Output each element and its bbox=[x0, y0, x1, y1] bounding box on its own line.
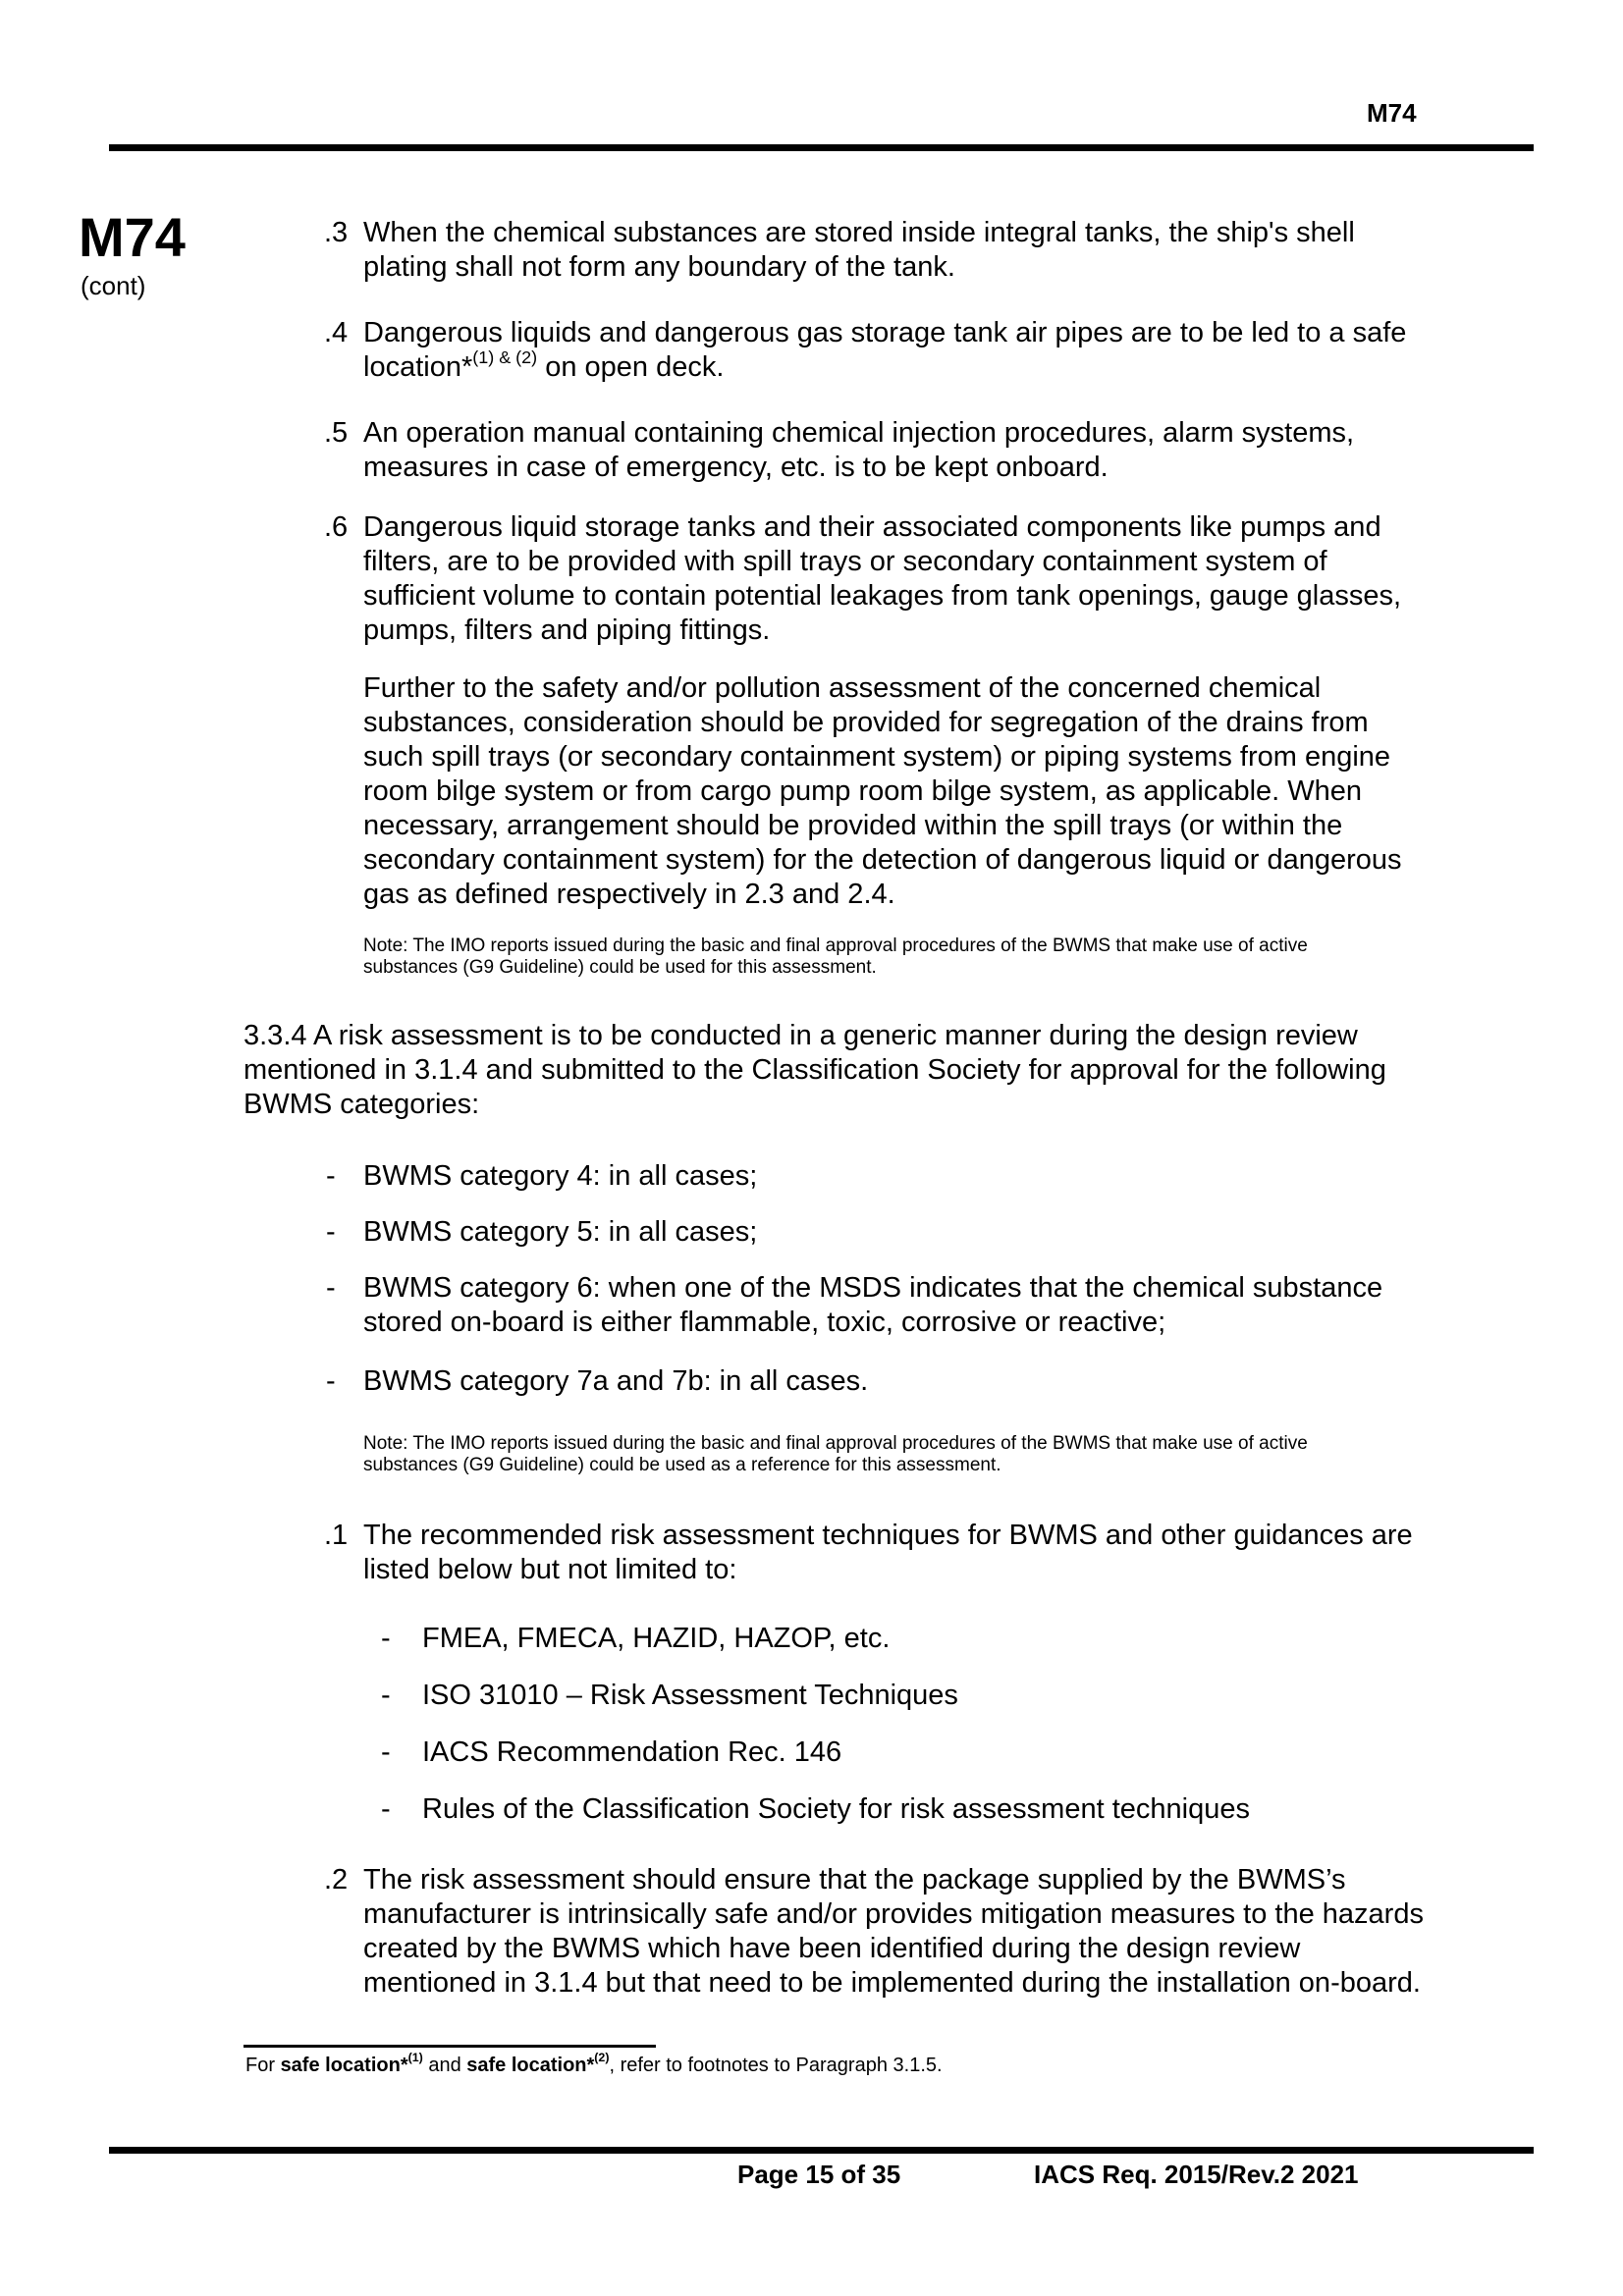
item-3-text bbox=[363, 216, 1355, 285]
text-line: BWMS categories: bbox=[243, 1089, 480, 1120]
footer-rule bbox=[109, 2147, 1534, 2154]
text-line: Dangerous liquids and dangerous gas storage tank air pipes are to be led to a safe bbox=[363, 317, 1407, 348]
text-line: plating shall not form any boundary of the tank. bbox=[363, 251, 955, 283]
text-line: When the chemical substances are stored inside integral tanks, the ship's shell bbox=[363, 217, 1355, 248]
header-doc-code: M74 bbox=[1367, 98, 1417, 128]
text-line: 3.3.4 A risk assessment is to be conducted in a generic manner during the design review bbox=[243, 1020, 1358, 1051]
text-line: measures in case of emergency, etc. is to be kept onboard. bbox=[363, 452, 1109, 483]
margin-cont: (cont) bbox=[81, 271, 146, 300]
note-1 bbox=[363, 935, 1308, 979]
text-line: Further to the safety and/or pollution assessment of the concerned chemical bbox=[363, 672, 1322, 704]
text-line: gas as defined respectively in 2.3 and 2.4. bbox=[363, 879, 895, 910]
bullet-item bbox=[363, 1159, 757, 1194]
header-rule bbox=[109, 144, 1534, 151]
item-marker-1: .1 bbox=[324, 1520, 349, 1551]
text-line: necessary, arrangement should be provided within the spill trays (or within the bbox=[363, 810, 1343, 841]
footnote-ref: (1) bbox=[407, 2051, 423, 2065]
footnote-ref: (2) bbox=[594, 2051, 610, 2065]
footnote-term: safe location* bbox=[280, 2055, 408, 2076]
bullet-item bbox=[363, 1271, 1382, 1340]
footnote bbox=[245, 2051, 943, 2077]
text-line: substances, consideration should be provided for segregation of the drains from bbox=[363, 707, 1369, 738]
text-line: room bilge system or from cargo pump room bilge system, as applicable. When bbox=[363, 775, 1363, 807]
item-2-text bbox=[363, 1863, 1424, 2001]
text-line: mentioned in 3.1.4 and submitted to the Classification Society for approval for the following bbox=[243, 1054, 1386, 1086]
footnote-term: safe location* bbox=[466, 2055, 595, 2076]
item-marker-4: .4 bbox=[324, 317, 349, 348]
bullet-dash: - bbox=[326, 1160, 336, 1192]
text-line: sufficient volume to contain potential leakages from tank openings, gauge glasses, bbox=[363, 580, 1402, 612]
section-3-3-4 bbox=[243, 1019, 1386, 1122]
text-line: substances (G9 Guideline) could be used as a reference for this assessment. bbox=[363, 1455, 1001, 1475]
text-line: Note: The IMO reports issued during the basic and final approval procedures of the BWMS that make use of active bbox=[363, 935, 1308, 956]
sub-bullet-item: IACS Recommendation Rec. 146 bbox=[422, 1736, 842, 1768]
note-2 bbox=[363, 1433, 1308, 1476]
text-line: pumps, filters and piping fittings. bbox=[363, 614, 771, 646]
text-line: Note: The IMO reports issued during the basic and final approval procedures of the BWMS that make use of active bbox=[363, 1433, 1308, 1454]
text-line: Dangerous liquid storage tanks and their associated components like pumps and bbox=[363, 511, 1381, 543]
text-fragment: location* bbox=[363, 351, 473, 383]
item-marker-3: .3 bbox=[324, 217, 349, 248]
item-marker-2: .2 bbox=[324, 1864, 349, 1896]
footer-doc-ref: IACS Req. 2015/Rev.2 2021 bbox=[1034, 2160, 1359, 2189]
text-line: created by the BWMS which have been identified during the design review bbox=[363, 1933, 1301, 1964]
margin-code: M74 bbox=[79, 206, 186, 268]
text-line: BWMS category 6: when one of the MSDS indicates that the chemical substance bbox=[363, 1272, 1383, 1304]
text-line: mentioned in 3.1.4 but that need to be implemented during the installation on-board. bbox=[363, 1967, 1421, 1999]
footnote-text: For bbox=[245, 2055, 281, 2076]
text-line: manufacturer is intrinsically safe and/or provides mitigation measures to the hazards bbox=[363, 1898, 1424, 1930]
item-6-further-text bbox=[363, 671, 1402, 912]
text-line: substances (G9 Guideline) could be used for this assessment. bbox=[363, 957, 877, 978]
footnote-rule bbox=[243, 2045, 656, 2048]
text-line: such spill trays (or secondary containment system) or piping systems from engine bbox=[363, 741, 1391, 773]
footnote-ref: (1) & (2) bbox=[472, 347, 538, 367]
footnote-text: and bbox=[422, 2055, 467, 2076]
sub-bullet-item: ISO 31010 – Risk Assessment Techniques bbox=[422, 1680, 958, 1711]
text-line: stored on-board is either flammable, toxic, corrosive or reactive; bbox=[363, 1307, 1166, 1338]
item-6-text bbox=[363, 510, 1401, 648]
item-1-text bbox=[363, 1519, 1413, 1587]
text-line: BWMS category 5: in all cases; bbox=[363, 1216, 758, 1248]
sub-bullet-dash: - bbox=[381, 1793, 391, 1825]
text-line: secondary containment system) for the detection of dangerous liquid or dangerous bbox=[363, 844, 1402, 876]
item-5-text bbox=[363, 416, 1354, 485]
sub-bullet-dash: - bbox=[381, 1736, 391, 1768]
text-line: BWMS category 4: in all cases; bbox=[363, 1160, 758, 1192]
bullet-item bbox=[363, 1215, 757, 1250]
bullet-dash: - bbox=[326, 1272, 336, 1304]
text-fragment: on open deck. bbox=[537, 351, 725, 383]
sub-bullet-dash: - bbox=[381, 1680, 391, 1711]
footnote-text: , refer to footnotes to Paragraph 3.1.5. bbox=[609, 2055, 943, 2076]
text-line bbox=[363, 347, 1406, 385]
sub-bullet-dash: - bbox=[381, 1623, 391, 1654]
sub-bullet-item: Rules of the Classification Society for risk assessment techniques bbox=[422, 1793, 1250, 1825]
text-line: BWMS category 7a and 7b: in all cases. bbox=[363, 1365, 869, 1397]
bullet-dash: - bbox=[326, 1365, 336, 1397]
item-marker-5: .5 bbox=[324, 417, 349, 449]
text-line: listed below but not limited to: bbox=[363, 1554, 737, 1585]
bullet-dash: - bbox=[326, 1216, 336, 1248]
text-line: The risk assessment should ensure that the package supplied by the BWMS’s bbox=[363, 1864, 1346, 1896]
item-4-text bbox=[363, 316, 1406, 385]
text-line: The recommended risk assessment techniques for BWMS and other guidances are bbox=[363, 1520, 1413, 1551]
text-line: filters, are to be provided with spill trays or secondary containment system of bbox=[363, 546, 1327, 577]
footer-page-number: Page 15 of 35 bbox=[737, 2160, 901, 2189]
text-line: An operation manual containing chemical injection procedures, alarm systems, bbox=[363, 417, 1355, 449]
bullet-item bbox=[363, 1364, 868, 1399]
item-marker-6: .6 bbox=[324, 511, 349, 543]
sub-bullet-item: FMEA, FMECA, HAZID, HAZOP, etc. bbox=[422, 1623, 891, 1654]
